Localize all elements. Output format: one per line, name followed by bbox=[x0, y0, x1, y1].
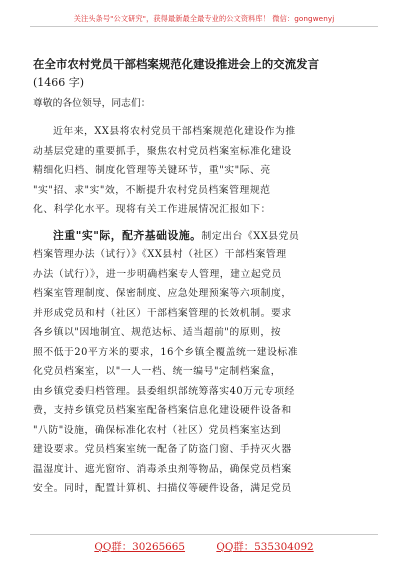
line-text: 精细化归档、制度化管理等关键环节，重"实"际、亮 bbox=[33, 165, 271, 176]
body-line bbox=[33, 382, 378, 402]
section-heading: 注重"实"际，配齐基础设施。 bbox=[53, 228, 202, 242]
footer bbox=[0, 538, 408, 553]
body-line bbox=[33, 479, 378, 499]
line-text: 并形成党员和村（社区）干部档案管理的长效机制。要求 bbox=[33, 307, 292, 319]
body-line bbox=[33, 181, 378, 201]
footer-divider bbox=[30, 534, 378, 535]
body-line bbox=[33, 460, 378, 480]
body-line bbox=[33, 200, 378, 220]
document-body bbox=[33, 122, 378, 499]
body-line bbox=[33, 304, 378, 324]
qq-group-2-link[interactable]: QQ群：535304092 bbox=[216, 541, 314, 553]
header-banner: 关注头条号"公文研究"，获得最新最全最专业的公文资料库！ 微信：gongwenyj bbox=[73, 14, 335, 23]
line-text: 档案管理办法（试行）》《XX县村（社区）干部档案管理 bbox=[33, 249, 287, 260]
line-text: 近年来，XX县将农村党员干部档案规范化建设作为推 bbox=[53, 126, 296, 137]
line-text: 建设要求。党员档案室统一配备了防盗门窗、手持灭火器 bbox=[33, 444, 292, 455]
body-line bbox=[33, 226, 378, 246]
document-title: 在全市农村党员干部档案规范化建设推进会上的交流发言 bbox=[33, 57, 320, 71]
body-line bbox=[33, 440, 378, 460]
header-divider bbox=[30, 26, 378, 27]
line-text: 由乡镇党委归档管理。县委组织部统筹落实40万元专项经 bbox=[33, 385, 295, 397]
body-line bbox=[33, 245, 378, 265]
word-count: (1466 字) bbox=[33, 76, 85, 89]
body-line bbox=[33, 343, 378, 363]
line-text: 各乡镇以"因地制宜、规范达标、适当超前"的原则，按 bbox=[33, 327, 282, 338]
body-line bbox=[33, 323, 378, 343]
body-line bbox=[33, 265, 378, 285]
line-text: 安全。同时，配置计算机、扫描仪等硬件设备，满足党员 bbox=[33, 483, 292, 494]
qq-group-1-link[interactable]: QQ群：30265665 bbox=[94, 541, 186, 553]
line-text: 照不低于20平方米的要求，16个乡镇全覆盖统一建设标准 bbox=[33, 346, 299, 358]
body-line bbox=[33, 161, 378, 181]
line-text: 化、科学化水平。现将有关工作进展情况汇报如下： bbox=[33, 204, 271, 215]
line-text: 费，支持乡镇党员档案室配备档案信息化建设硬件设备和 bbox=[33, 405, 292, 416]
greeting: 尊敬的各位领导，同志们： bbox=[33, 98, 151, 109]
body-line bbox=[33, 401, 378, 421]
body-line bbox=[33, 122, 378, 142]
line-text: 制定出台《XX县党员 bbox=[201, 230, 300, 242]
line-text: 档案室管理制度、保密制度、应急处理预案等六项制度， bbox=[33, 288, 292, 299]
line-text: 化党员档案室，以"一人一档、统一编号"定制档案盒， bbox=[33, 366, 282, 377]
body-line bbox=[33, 142, 378, 162]
line-text: 动基层党建的重要抓手，聚焦农村党员档案室标准化建设 bbox=[33, 145, 292, 157]
body-line bbox=[33, 421, 378, 441]
line-text: "八防"设施，确保标准化农村（社区）党员档案室达到 bbox=[33, 424, 282, 436]
line-text: 温湿度计、遮光窗帘、消毒杀虫剂等物品，确保党员档案 bbox=[33, 463, 292, 475]
line-text: 办法（试行）》，进一步明确档案专人管理，建立起党员 bbox=[33, 268, 282, 280]
body-line bbox=[33, 284, 378, 304]
body-line bbox=[33, 362, 378, 382]
line-text: "实"招、求"实"效，不断提升农村党员档案管理规范 bbox=[33, 184, 271, 196]
